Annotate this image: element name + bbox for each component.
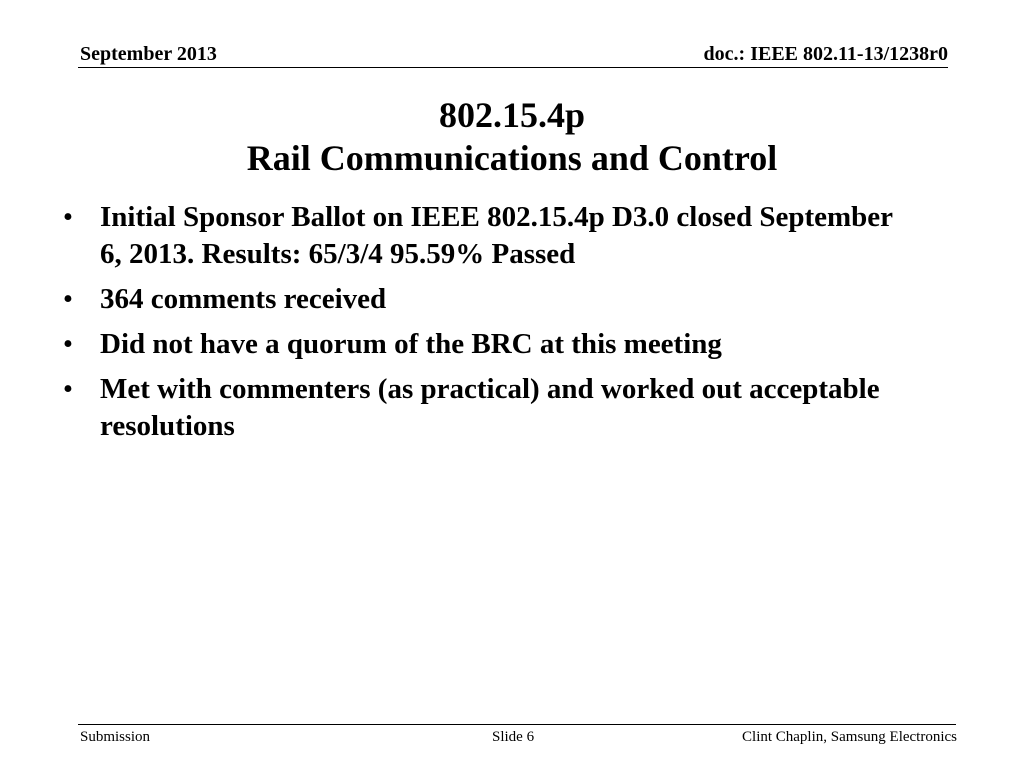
- bullet-text: 364 comments received: [100, 283, 387, 315]
- bullet-icon: •: [62, 283, 74, 315]
- bullet-icon: •: [62, 373, 74, 405]
- footer-slide-number: Slide 6: [492, 729, 535, 745]
- bullet-list: [58, 199, 918, 453]
- bullet-item-commenters: [58, 371, 918, 445]
- slide-title-line-2: Rail Communications and Control: [246, 138, 778, 178]
- bullet-item-comments: [58, 281, 918, 318]
- header-document-id: doc.: IEEE 802.11-13/1238r0: [703, 43, 948, 65]
- header-date: September 2013: [80, 43, 217, 65]
- slide-title-line-1: 802.15.4p: [438, 95, 586, 135]
- bullet-icon: •: [62, 201, 74, 233]
- slide-title: [0, 94, 1024, 180]
- bullet-item-ballot-results: [58, 199, 918, 273]
- bullet-item-quorum: [58, 326, 918, 363]
- bullet-text: Initial Sponsor Ballot on IEEE 802.15.4p D3.0 closed September 6, 2013. Results: 65/3/4 95.59% Passed: [100, 201, 893, 270]
- bullet-icon: •: [62, 328, 74, 360]
- footer-submission: Submission: [80, 729, 151, 745]
- footer-divider: [78, 724, 956, 725]
- header-divider: [78, 67, 948, 68]
- bullet-text: Did not have a quorum of the BRC at this meeting: [100, 328, 722, 360]
- footer-author: Clint Chaplin, Samsung Electronics: [742, 729, 957, 745]
- bullet-text: Met with commenters (as practical) and worked out acceptable resolutions: [100, 373, 880, 442]
